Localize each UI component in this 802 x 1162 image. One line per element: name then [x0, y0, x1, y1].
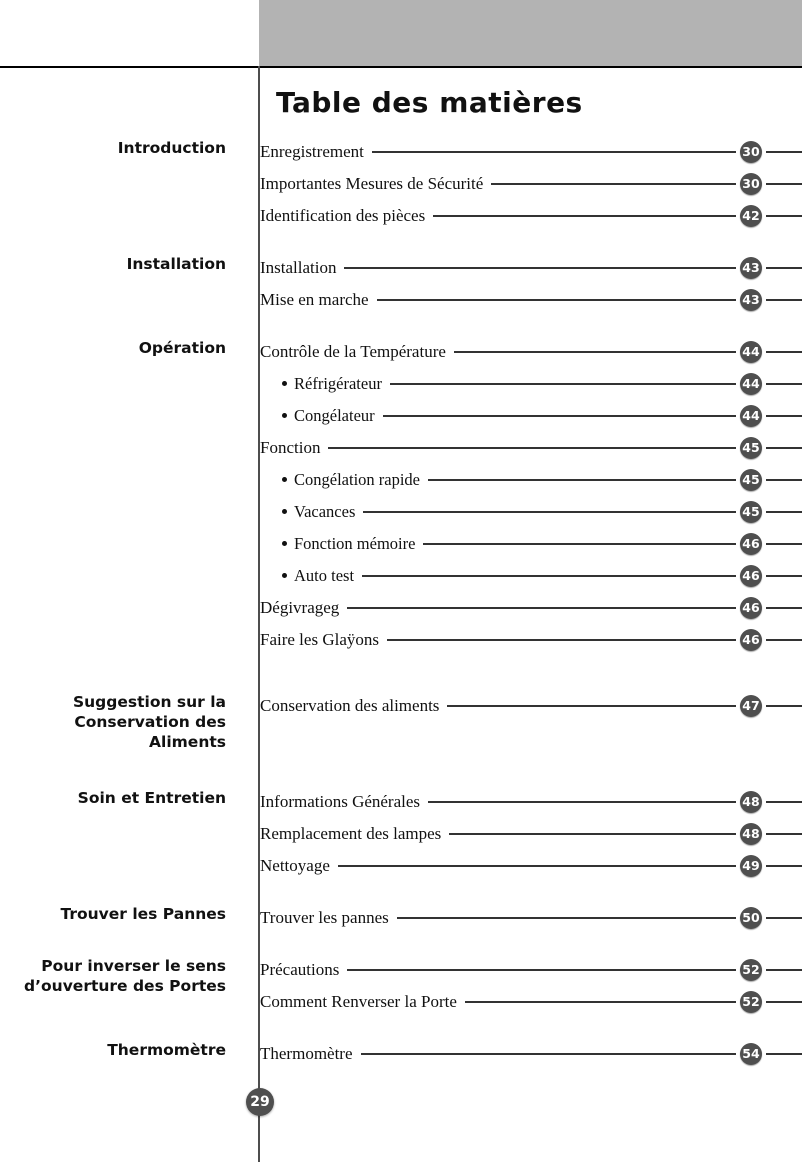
- toc-page-badge: 54: [740, 1043, 762, 1065]
- toc-leader-tail: [766, 511, 802, 513]
- toc-leader-line: [390, 383, 736, 385]
- toc-entry-title: [260, 406, 383, 426]
- toc-entry-title: [260, 856, 338, 876]
- toc-leader-line: [347, 607, 736, 609]
- toc-section-entries: [242, 252, 802, 316]
- toc-entry[interactable]: [260, 168, 802, 200]
- toc-entry-title: [260, 206, 433, 226]
- toc-entry[interactable]: [260, 136, 802, 168]
- toc-page-badge: 52: [740, 991, 762, 1013]
- toc-entry[interactable]: [260, 592, 802, 624]
- toc-page-badge: 46: [740, 597, 762, 619]
- toc-entry-title: [260, 342, 454, 362]
- toc-leader-line: [338, 865, 736, 867]
- bullet-icon: [282, 541, 287, 546]
- toc-entry-title-text: Vacances: [294, 502, 356, 521]
- toc-leader-tail: [766, 705, 802, 707]
- toc-page-badge: 43: [740, 289, 762, 311]
- toc-entry-title-text: Congélateur: [294, 406, 375, 425]
- toc-page-badge: 44: [740, 405, 762, 427]
- toc-entry-title-text: Trouver les pannes: [260, 908, 389, 927]
- toc-leader-tail: [766, 351, 802, 353]
- toc-entry-title: [260, 960, 347, 980]
- toc-section-label: Thermomètre: [107, 1041, 226, 1059]
- toc-section-label: Suggestion sur la Conservation des Aliments: [72, 693, 226, 751]
- toc-entry[interactable]: [260, 432, 802, 464]
- toc-leader-line: [397, 917, 736, 919]
- toc-entry[interactable]: [260, 496, 802, 528]
- toc-page-badge: 30: [740, 141, 762, 163]
- bullet-icon: [282, 573, 287, 578]
- toc-page-badge: 47: [740, 695, 762, 717]
- toc-entry-title-text: Contrôle de la Température: [260, 342, 446, 361]
- toc-page-badge: 42: [740, 205, 762, 227]
- toc-leader-tail: [766, 1001, 802, 1003]
- toc-leader-tail: [766, 917, 802, 919]
- toc-leader-tail: [766, 415, 802, 417]
- toc-leader-tail: [766, 215, 802, 217]
- toc-page-badge: 30: [740, 173, 762, 195]
- toc-leader-tail: [766, 183, 802, 185]
- toc-page-badge: 49: [740, 855, 762, 877]
- toc-section-entries: [242, 336, 802, 656]
- toc-entry-title: [260, 792, 428, 812]
- toc-entry-title-text: Remplacement des lampes: [260, 824, 442, 843]
- header-gray-band: [259, 0, 802, 66]
- toc-leader-tail: [766, 801, 802, 803]
- toc-entry-title-text: Thermomètre: [260, 1044, 353, 1063]
- toc-entry[interactable]: [260, 902, 802, 934]
- toc-leader-tail: [766, 575, 802, 577]
- section-spacer: [0, 934, 802, 954]
- toc-page-badge: 44: [740, 341, 762, 363]
- toc-leader-line: [362, 575, 736, 577]
- toc-section: [0, 136, 802, 232]
- toc-leader-line: [361, 1053, 736, 1055]
- toc-entry-title: [260, 142, 372, 162]
- toc-page-badge: 45: [740, 469, 762, 491]
- toc-section: [0, 902, 802, 934]
- toc-leader-line: [383, 415, 736, 417]
- section-spacer: [0, 1070, 802, 1080]
- toc-entry-title-text: Identification des pièces: [260, 206, 426, 225]
- toc-entry[interactable]: [260, 336, 802, 368]
- toc-entry[interactable]: [260, 986, 802, 1018]
- table-of-contents: [0, 136, 802, 1080]
- toc-leader-tail: [766, 151, 802, 153]
- toc-page-badge: 44: [740, 373, 762, 395]
- toc-leader-line: [491, 183, 736, 185]
- toc-entry-title: [260, 502, 363, 522]
- toc-entry[interactable]: [260, 368, 802, 400]
- toc-section-label: Installation: [126, 255, 226, 273]
- toc-entry[interactable]: [260, 690, 802, 722]
- toc-entry-title-text: Nettoyage: [260, 856, 330, 875]
- toc-section-label: Pour inverser le sens d’ouverture des Portes: [24, 957, 226, 995]
- toc-entry-title: [260, 438, 328, 458]
- section-spacer: [0, 232, 802, 252]
- toc-entry-title: [260, 566, 362, 586]
- toc-entry-title-text: Précautions: [260, 960, 340, 979]
- toc-page-badge: 48: [740, 823, 762, 845]
- section-spacer: [0, 1018, 802, 1038]
- toc-section-label: Opération: [138, 339, 226, 357]
- toc-page-badge: 46: [740, 533, 762, 555]
- toc-entry[interactable]: [260, 200, 802, 232]
- toc-entry-title-text: Auto test: [294, 566, 355, 585]
- toc-page-badge: 52: [740, 959, 762, 981]
- toc-entry-title-text: Réfrigérateur: [294, 374, 382, 393]
- toc-entry[interactable]: [260, 624, 802, 656]
- footer-page-number: 29: [246, 1088, 274, 1116]
- section-spacer: [0, 882, 802, 902]
- toc-page-badge: 43: [740, 257, 762, 279]
- toc-page-badge: 46: [740, 629, 762, 651]
- toc-entry[interactable]: [260, 954, 802, 986]
- toc-section-entries: [242, 1038, 802, 1070]
- toc-entry-title-text: Dégivrageg: [260, 598, 340, 617]
- toc-entry[interactable]: [260, 400, 802, 432]
- toc-entry-title-text: Comment Renverser la Porte: [260, 992, 457, 1011]
- toc-leader-line: [454, 351, 736, 353]
- toc-leader-line: [372, 151, 736, 153]
- toc-entry-title: [260, 470, 428, 490]
- toc-leader-line: [447, 705, 736, 707]
- toc-entry-title-text: Congélation rapide: [294, 470, 421, 489]
- toc-section-label: Introduction: [117, 139, 226, 157]
- toc-section-label: Soin et Entretien: [77, 789, 226, 807]
- toc-section-entries: [242, 136, 802, 232]
- toc-entry-title: [260, 290, 377, 310]
- toc-leader-tail: [766, 299, 802, 301]
- toc-entry-title: [260, 374, 390, 394]
- toc-leader-tail: [766, 833, 802, 835]
- toc-section-entries: [242, 690, 802, 722]
- toc-entry-title: [260, 258, 344, 278]
- toc-leader-line: [423, 543, 736, 545]
- toc-page-badge: 46: [740, 565, 762, 587]
- toc-entry[interactable]: [260, 252, 802, 284]
- toc-entry-title-text: Conservation des aliments: [260, 696, 440, 715]
- section-spacer: [0, 656, 802, 690]
- toc-leader-tail: [766, 479, 802, 481]
- toc-entry[interactable]: [260, 464, 802, 496]
- toc-entry[interactable]: [260, 850, 802, 882]
- toc-section: [0, 252, 802, 316]
- toc-section-label: Trouver les Pannes: [60, 905, 226, 923]
- toc-leader-line: [428, 801, 736, 803]
- toc-leader-line: [465, 1001, 736, 1003]
- toc-section: [0, 336, 802, 656]
- toc-section-entries: [242, 902, 802, 934]
- toc-leader-line: [433, 215, 736, 217]
- toc-entry-title-text: Importantes Mesures de Sécurité: [260, 174, 484, 193]
- toc-leader-line: [344, 267, 736, 269]
- toc-section: [0, 954, 802, 1018]
- page-title: Table des matières: [276, 86, 583, 119]
- toc-section: [0, 1038, 802, 1070]
- toc-entry-title-text: Faire les Glaÿons: [260, 630, 379, 649]
- toc-entry-title: [260, 908, 397, 928]
- toc-leader-tail: [766, 1053, 802, 1055]
- toc-entry-title-text: Informations Générales: [260, 792, 421, 811]
- toc-section: [0, 690, 802, 752]
- toc-entry-title: [260, 992, 465, 1012]
- toc-leader-line: [449, 833, 736, 835]
- toc-leader-line: [377, 299, 736, 301]
- section-spacer: [0, 316, 802, 336]
- bullet-icon: [282, 413, 287, 418]
- toc-entry[interactable]: [260, 560, 802, 592]
- toc-leader-line: [328, 447, 736, 449]
- header-horizontal-rule: [0, 66, 802, 68]
- toc-leader-tail: [766, 383, 802, 385]
- bullet-icon: [282, 509, 287, 514]
- section-spacer: [0, 752, 802, 786]
- toc-entry[interactable]: [260, 284, 802, 316]
- bullet-icon: [282, 477, 287, 482]
- toc-entry-title-text: Fonction mémoire: [294, 534, 416, 553]
- toc-entry-title: [260, 598, 347, 618]
- toc-section: [0, 786, 802, 882]
- toc-entry[interactable]: [260, 1038, 802, 1070]
- bullet-icon: [282, 381, 287, 386]
- toc-leader-tail: [766, 969, 802, 971]
- toc-leader-line: [428, 479, 736, 481]
- toc-leader-tail: [766, 447, 802, 449]
- toc-entry[interactable]: [260, 786, 802, 818]
- toc-entry-title-text: Installation: [260, 258, 337, 277]
- toc-entry-title: [260, 824, 449, 844]
- toc-entry-title: [260, 1044, 361, 1064]
- toc-entry-title: [260, 174, 491, 194]
- toc-entry-title-text: Enregistrement: [260, 142, 364, 161]
- toc-leader-tail: [766, 607, 802, 609]
- toc-entry-title: [260, 630, 387, 650]
- toc-section-entries: [242, 786, 802, 882]
- toc-leader-tail: [766, 639, 802, 641]
- toc-entry[interactable]: [260, 528, 802, 560]
- toc-entry-title-text: Fonction: [260, 438, 321, 457]
- toc-page-badge: 48: [740, 791, 762, 813]
- toc-entry[interactable]: [260, 818, 802, 850]
- toc-page-badge: 45: [740, 437, 762, 459]
- toc-leader-tail: [766, 267, 802, 269]
- toc-entry-title: [260, 696, 447, 716]
- toc-leader-line: [387, 639, 736, 641]
- toc-leader-line: [363, 511, 736, 513]
- toc-page-badge: 50: [740, 907, 762, 929]
- toc-leader-tail: [766, 543, 802, 545]
- toc-entry-title-text: Mise en marche: [260, 290, 369, 309]
- toc-section-entries: [242, 954, 802, 1018]
- toc-entry-title: [260, 534, 423, 554]
- toc-leader-line: [347, 969, 736, 971]
- toc-leader-tail: [766, 865, 802, 867]
- toc-page-badge: 45: [740, 501, 762, 523]
